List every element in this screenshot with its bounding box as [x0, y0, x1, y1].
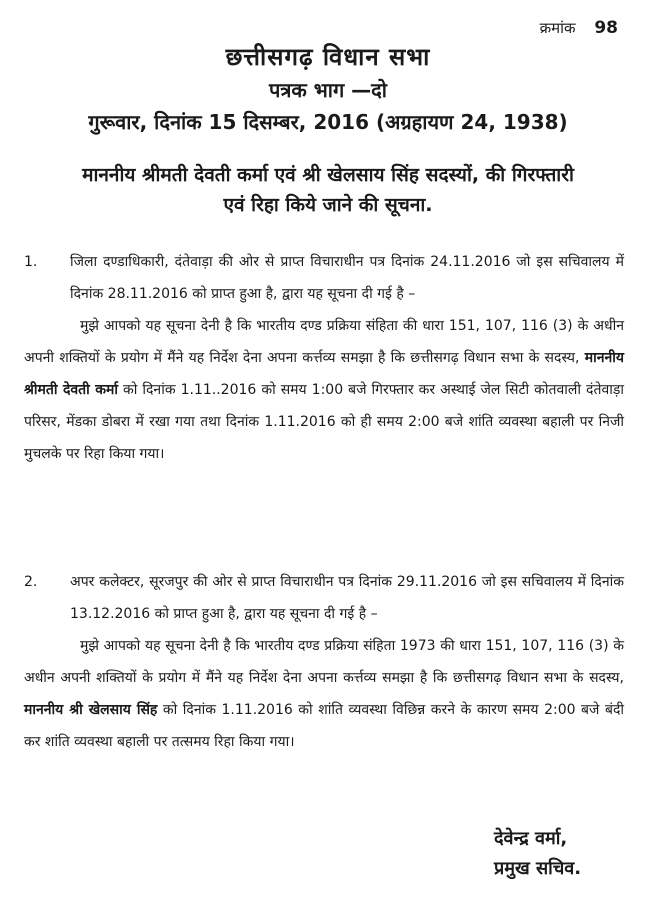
bulletin-part: पत्रक भाग —दो [269, 78, 387, 102]
member-name: माननीय श्रीमती देवती कर्मा [24, 350, 624, 398]
statement-text: मुझे आपको यह सूचना देनी है कि भारतीय दण्ड प्रक्रिया संहिता 1973 की धारा 151, 107, 116 (3) के अधीन अपनी शक्तियों के प्रयोग में मैंने यह निर्देश देना अपना कर्त्तव्य समझा है कि छत्तीसगढ़ विधान सभा के सदस्य, [24, 638, 624, 686]
bulletin-date: गुरूवार, दिनांक 15 दिसम्बर, 2016 (अग्रहायण 24, 1938) [88, 110, 568, 134]
signature-block [494, 824, 581, 884]
item-statement [24, 630, 624, 758]
statement-text-continued: को दिनांक 1.11..2016 को समय 1:00 बजे गिरफ्तार कर अस्थाई जेल सिटी कोतवाली दंतेवाड़ा परिसर, मेंडका डोबरा में रखा गया तथा दिनांक 1.11.2016 को ही समय 2:00 बजे शांति व्यवस्था बहाली पर निजी मुचलके पर रिहा किया गया। [24, 382, 624, 462]
notice-item-2 [24, 566, 624, 758]
item-body [24, 566, 624, 758]
statement-text: मुझे आपको यह सूचना देनी है कि भारतीय दण्ड प्रक्रिया संहिता की धारा 151, 107, 116 (3) के अधीन अपनी शक्तियों के प्रयोग में मैंने यह निर्देश देना अपना कर्त्तव्य समझा है कि छत्तीसगढ़ विधान सभा के सदस्य, [24, 318, 624, 366]
subject-line-1: माननीय श्रीमती देवती कर्मा एवं श्री खेलसाय सिंह सदस्यों, की गिरफ्तारी [82, 164, 574, 186]
signatory-designation: प्रमुख सचिव. [494, 858, 582, 879]
item-number: 2. [24, 574, 38, 590]
member-name: माननीय श्री खेलसाय सिंह [24, 702, 158, 718]
serial-number-block [540, 18, 618, 38]
item-body [24, 246, 624, 470]
serial-label: क्रमांक [539, 19, 576, 37]
notice-item-1 [24, 246, 624, 470]
subject-line-2: एवं रिहा किये जाने की सूचना. [223, 194, 433, 216]
statement-text-continued: को दिनांक 1.11.2016 को शांति व्यवस्था विछिन्न करने के कारण समय 2:00 बजे बंदी कर शांति व्यवस्था बहाली पर तत्समय रिहा किया गया। [24, 702, 624, 750]
item-number: 1. [24, 254, 38, 270]
item-intro: अपर कलेक्टर, सूरजपुर की ओर से प्राप्त विचाराधीन पत्र दिनांक 29.11.2016 जो इस सचिवालय में दिनांक 13.12.2016 को प्राप्त हुआ है, द्वारा यह सूचना दी गई है – [70, 574, 624, 622]
serial-number: 98 [594, 18, 618, 38]
item-statement [24, 310, 624, 470]
subject-heading [20, 160, 636, 220]
signatory-name: देवेन्द्र वर्मा, [494, 828, 568, 849]
assembly-title: छत्तीसगढ़ विधान सभा [225, 43, 431, 71]
item-intro: जिला दण्डाधिकारी, दंतेवाड़ा की ओर से प्राप्त विचाराधीन पत्र दिनांक 24.11.2016 जो इस सचिवालय में दिनांक 28.11.2016 को प्राप्त हुआ है, द्वारा यह सूचना दी गई है – [70, 254, 624, 302]
